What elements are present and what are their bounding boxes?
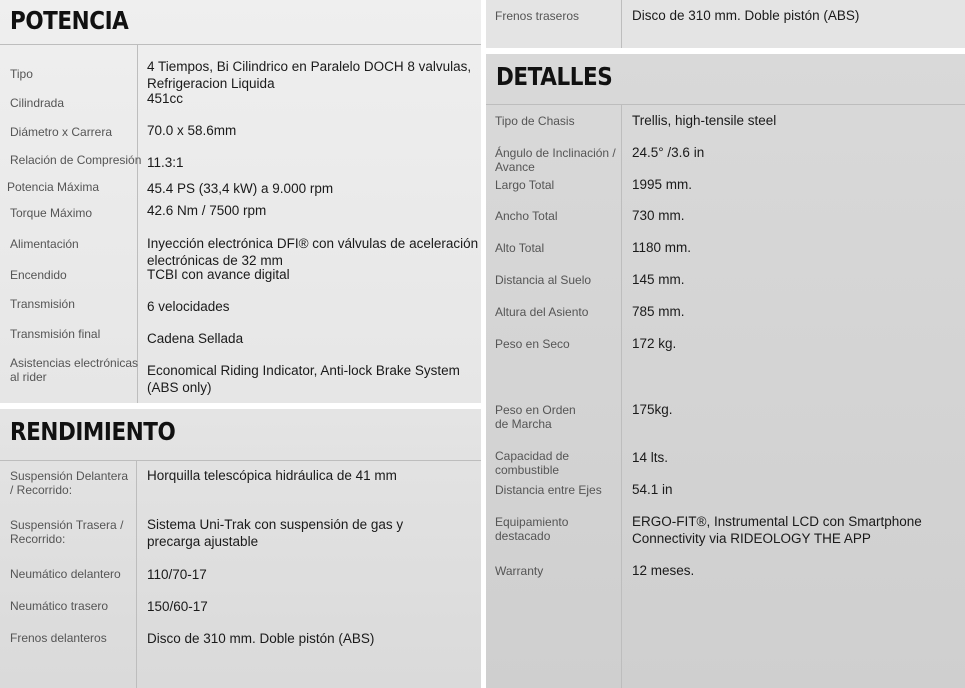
detalles-label-capacidad-de: Capacidad de combustible bbox=[495, 449, 570, 477]
potencia-label-tipo: Tipo bbox=[10, 67, 33, 81]
detalles-label-ancho-total: Ancho Total bbox=[495, 209, 558, 223]
rendimiento-title: RENDIMIENTO bbox=[10, 417, 176, 446]
detalles-label-peso-en-seco: Peso en Seco bbox=[495, 337, 570, 351]
detalles-label-tipo-de-chasis: Tipo de Chasis bbox=[495, 114, 575, 128]
rendimiento-value-suspension-delantera: Horquilla telescópica hidráulica de 41 mm bbox=[147, 468, 397, 483]
detalles-value-ancho-total: 730 mm. bbox=[632, 208, 685, 223]
rendimiento-value-neumatico-delantero: 110/70-17 bbox=[147, 567, 207, 582]
rendimiento-label-neumatico-trasero: Neumático trasero bbox=[10, 599, 109, 613]
rendimiento-label-neumatico-delantero: Neumático delantero bbox=[10, 567, 121, 581]
potencia-label-relacion-de-compresion: Relación de Compresión bbox=[10, 153, 142, 167]
rendimiento-panel bbox=[0, 409, 481, 688]
detalles-label-largo-total: Largo Total bbox=[495, 178, 555, 192]
detalles-label-distancia-al-suelo: Distancia al Suelo bbox=[495, 273, 592, 287]
detalles-label-angulo-de-inclinacion: Ángulo de Inclinación / Avance bbox=[495, 146, 616, 174]
detalles-label-distancia-entre-ejes: Distancia entre Ejes bbox=[495, 483, 602, 497]
detalles-value-angulo-de-inclinacion: 24.5° /3.6 in bbox=[632, 145, 705, 160]
potencia-label-asistencias-electronicas: Asistencias electrónicas al rider bbox=[10, 356, 139, 384]
potencia-label-torque-maximo: Torque Máximo bbox=[10, 206, 93, 220]
detalles-label-equipamiento: Equipamiento destacado bbox=[495, 515, 569, 543]
potencia-value-encendido: TCBI con avance digital bbox=[147, 267, 290, 282]
detalles-title: DETALLES bbox=[496, 62, 613, 91]
potencia-label-transmision-final: Transmisión final bbox=[10, 327, 101, 341]
rendimiento-label-suspension-trasera: Suspensión Trasera / Recorrido: bbox=[10, 518, 124, 546]
detalles-value-alto-total: 1180 mm. bbox=[632, 240, 692, 255]
detalles-value-peso-en-seco: 172 kg. bbox=[632, 336, 677, 351]
potencia-label-encendido: Encendido bbox=[10, 268, 67, 282]
potencia-label-alimentacion: Alimentación bbox=[10, 237, 79, 251]
detalles-label-peso-en-orden: Peso en Orden de Marcha bbox=[495, 403, 576, 431]
detalles-value-tipo-de-chasis: Trellis, high-tensile steel bbox=[632, 113, 777, 128]
potencia-value-asistencias-electronicas: Economical Riding Indicator, Anti-lock Brake System (ABS only) bbox=[147, 363, 460, 395]
detalles-value-altura-del-asiento: 785 mm. bbox=[632, 304, 685, 319]
detalles-value-distancia-entre-ejes: 54.1 in bbox=[632, 482, 673, 497]
potencia-value-alimentacion: Inyección electrónica DFI® con válvulas de aceleración electrónicas de 32 mm bbox=[147, 236, 479, 268]
potencia-label-transmision: Transmisión bbox=[10, 297, 75, 311]
potencia-value-transmision: 6 velocidades bbox=[147, 299, 230, 314]
rendimiento-value-frenos-delanteros: Disco de 310 mm. Doble pistón (ABS) bbox=[147, 631, 375, 646]
rendimiento-value-neumatico-trasero: 150/60-17 bbox=[147, 599, 208, 614]
detalles-label-warranty: Warranty bbox=[495, 564, 544, 578]
potencia-value-cilindrada: 451cc bbox=[147, 91, 184, 106]
potencia-label-diametro-x-carrera: Diámetro x Carrera bbox=[10, 125, 113, 139]
potencia-label-cilindrada: Cilindrada bbox=[10, 96, 65, 110]
rendimiento-label-frenos-delanteros: Frenos delanteros bbox=[10, 631, 107, 645]
potencia-label-potencia-maxima: Potencia Máxima bbox=[7, 180, 100, 194]
potencia-panel bbox=[0, 0, 481, 403]
frenos-traseros-panel bbox=[486, 0, 965, 48]
detalles-label-altura-del-asiento: Altura del Asiento bbox=[495, 305, 589, 319]
potencia-title: POTENCIA bbox=[10, 6, 129, 35]
potencia-value-diametro-x-carrera: 70.0 x 58.6mm bbox=[147, 123, 237, 138]
detalles-value-warranty: 12 meses. bbox=[632, 563, 695, 578]
potencia-value-tipo: 4 Tiempos, Bi Cilindrico en Paralelo DOCH 8 valvulas, Refrigeracion Liquida bbox=[147, 59, 472, 91]
detalles-value-peso-en-orden: 175kg. bbox=[632, 402, 673, 417]
potencia-value-potencia-maxima: 45.4 PS (33,4 kW) a 9.000 rpm bbox=[147, 181, 334, 196]
detalles-value-distancia-al-suelo: 145 mm. bbox=[632, 272, 685, 287]
frenos-traseros-value: Disco de 310 mm. Doble pistón (ABS) bbox=[632, 8, 860, 23]
detalles-value-largo-total: 1995 mm. bbox=[632, 177, 693, 192]
detalles-value-equipamiento: ERGO-FIT®, Instrumental LCD con Smartphone Connectivity via RIDEOLOGY THE APP bbox=[632, 514, 922, 546]
rendimiento-value-suspension-trasera: Sistema Uni-Trak con suspensión de gas y precarga ajustable bbox=[147, 517, 404, 549]
frenos-traseros-label: Frenos traseros bbox=[495, 9, 580, 23]
potencia-value-torque-maximo: 42.6 Nm / 7500 rpm bbox=[147, 203, 267, 218]
detalles-panel bbox=[486, 54, 965, 688]
potencia-value-relacion-de-compresion: 11.3:1 bbox=[147, 155, 184, 170]
detalles-label-alto-total: Alto Total bbox=[495, 241, 545, 255]
rendimiento-label-suspension-delantera: Suspensión Delantera / Recorrido: bbox=[10, 469, 129, 497]
detalles-value-capacidad-de: 14 lts. bbox=[632, 450, 669, 465]
potencia-value-transmision-final: Cadena Sellada bbox=[147, 331, 244, 346]
